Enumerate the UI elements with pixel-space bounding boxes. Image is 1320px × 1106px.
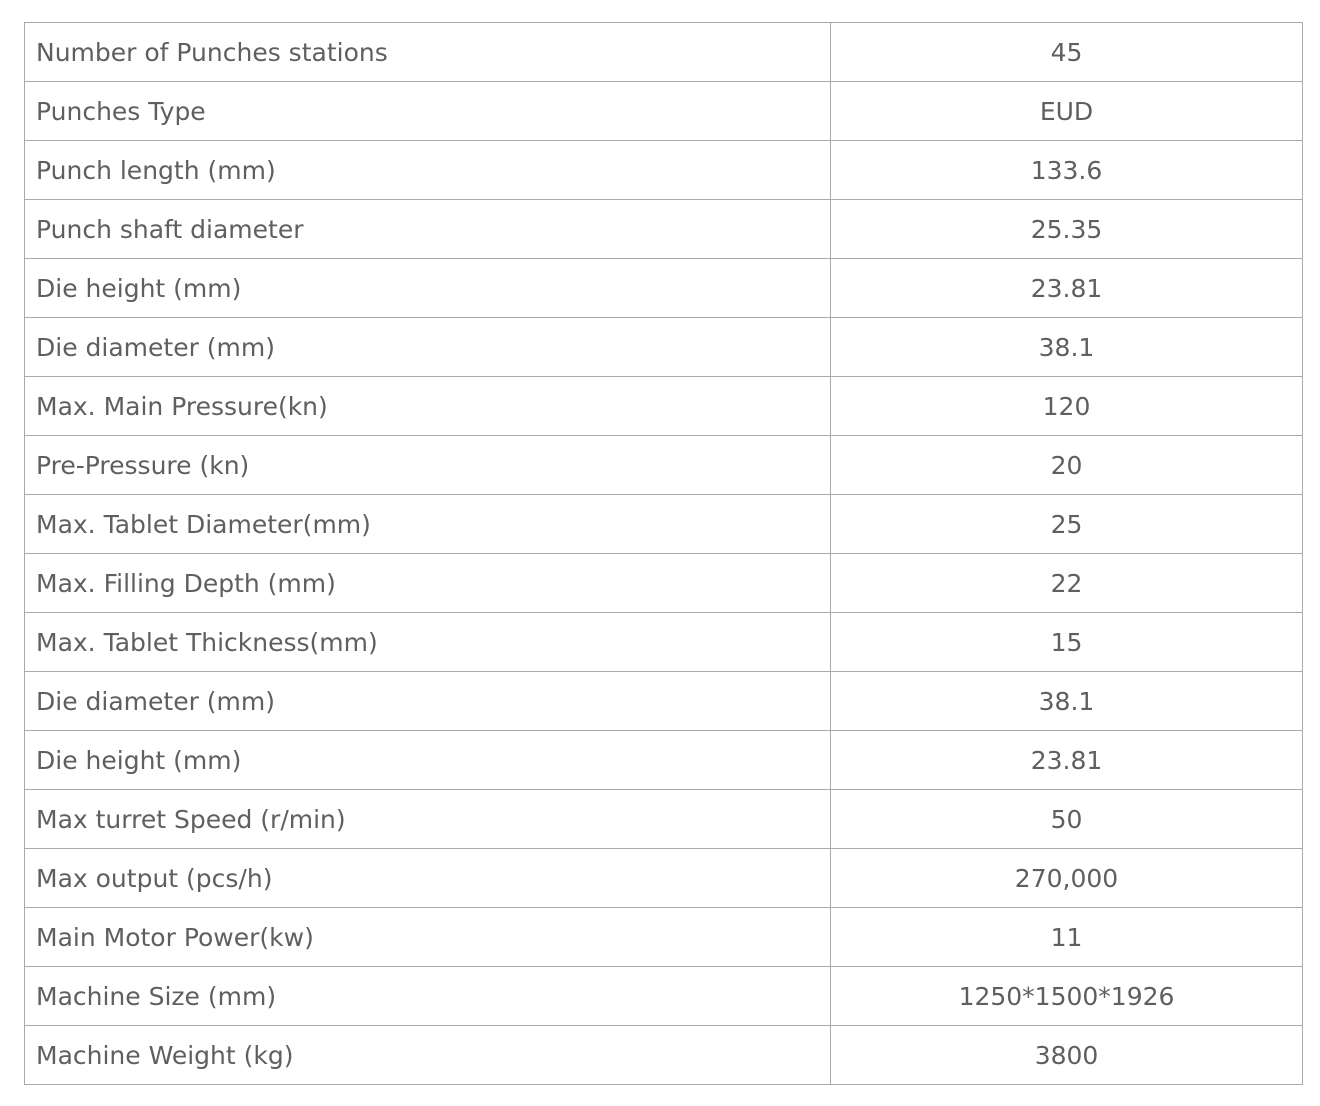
table-row bbox=[25, 200, 1303, 259]
spec-label: Max. Filling Depth (mm) bbox=[25, 554, 831, 613]
spec-label: Machine Weight (kg) bbox=[25, 1026, 831, 1085]
spec-value: 23.81 bbox=[831, 259, 1303, 318]
table-row bbox=[25, 495, 1303, 554]
table-row bbox=[25, 259, 1303, 318]
spec-value: 1250*1500*1926 bbox=[831, 967, 1303, 1026]
spec-value: 38.1 bbox=[831, 672, 1303, 731]
spec-label: Pre-Pressure (kn) bbox=[25, 436, 831, 495]
table-row bbox=[25, 908, 1303, 967]
spec-value: 3800 bbox=[831, 1026, 1303, 1085]
spec-label: Die diameter (mm) bbox=[25, 672, 831, 731]
spec-value: 120 bbox=[831, 377, 1303, 436]
spec-value: 11 bbox=[831, 908, 1303, 967]
spec-label: Main Motor Power(kw) bbox=[25, 908, 831, 967]
spec-value: 25.35 bbox=[831, 200, 1303, 259]
spec-label: Die height (mm) bbox=[25, 731, 831, 790]
table-row bbox=[25, 849, 1303, 908]
spec-value: 133.6 bbox=[831, 141, 1303, 200]
table-row bbox=[25, 731, 1303, 790]
spec-value: 23.81 bbox=[831, 731, 1303, 790]
spec-table-body bbox=[25, 23, 1303, 1085]
spec-value: EUD bbox=[831, 82, 1303, 141]
spec-value: 25 bbox=[831, 495, 1303, 554]
table-row bbox=[25, 672, 1303, 731]
spec-label: Punch shaft diameter bbox=[25, 200, 831, 259]
spec-value: 50 bbox=[831, 790, 1303, 849]
table-row bbox=[25, 82, 1303, 141]
spec-label: Max output (pcs/h) bbox=[25, 849, 831, 908]
spec-value: 45 bbox=[831, 23, 1303, 82]
table-row bbox=[25, 790, 1303, 849]
spec-label: Punch length (mm) bbox=[25, 141, 831, 200]
spec-label: Punches Type bbox=[25, 82, 831, 141]
table-row bbox=[25, 1026, 1303, 1085]
spec-label: Max turret Speed (r/min) bbox=[25, 790, 831, 849]
spec-value: 15 bbox=[831, 613, 1303, 672]
spec-value: 22 bbox=[831, 554, 1303, 613]
table-row bbox=[25, 141, 1303, 200]
spec-value: 38.1 bbox=[831, 318, 1303, 377]
table-row bbox=[25, 613, 1303, 672]
table-row bbox=[25, 554, 1303, 613]
spec-label: Max. Tablet Diameter(mm) bbox=[25, 495, 831, 554]
spec-label: Die height (mm) bbox=[25, 259, 831, 318]
table-row bbox=[25, 436, 1303, 495]
spec-table bbox=[24, 22, 1303, 1085]
spec-label: Number of Punches stations bbox=[25, 23, 831, 82]
spec-label: Max. Main Pressure(kn) bbox=[25, 377, 831, 436]
spec-value: 20 bbox=[831, 436, 1303, 495]
spec-label: Machine Size (mm) bbox=[25, 967, 831, 1026]
table-row bbox=[25, 23, 1303, 82]
spec-label: Die diameter (mm) bbox=[25, 318, 831, 377]
spec-label: Max. Tablet Thickness(mm) bbox=[25, 613, 831, 672]
table-row bbox=[25, 377, 1303, 436]
table-row bbox=[25, 967, 1303, 1026]
table-row bbox=[25, 318, 1303, 377]
spec-value: 270,000 bbox=[831, 849, 1303, 908]
